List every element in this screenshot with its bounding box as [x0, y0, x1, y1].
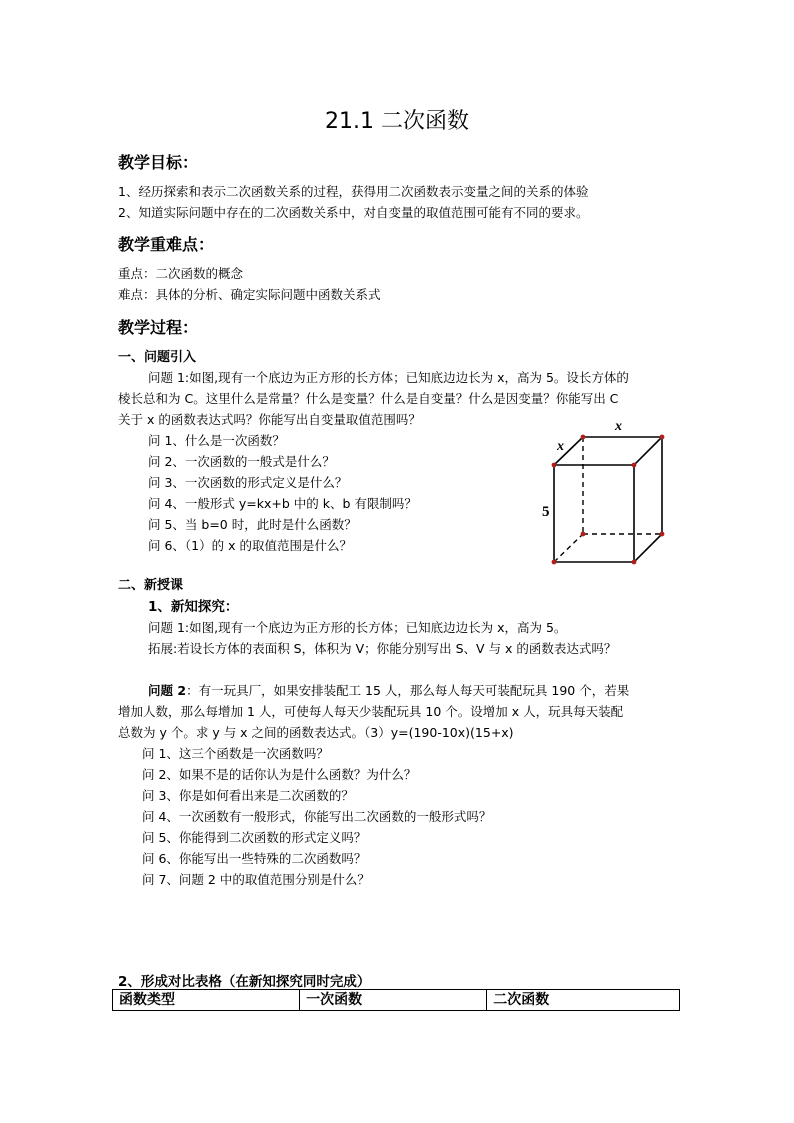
section1-question-4: 问 4、一般形式 y=kx+b 中的 k、b 有限制吗？ — [148, 496, 417, 511]
section2-question-2: 问 2、如果不是的话你认为是什么函数？为什么？ — [142, 767, 417, 782]
figure-label-height: 5 — [542, 504, 550, 520]
section2-question-4: 问 4、一次函数有一般形式，你能写出二次函数的一般形式吗？ — [142, 809, 492, 824]
section2-sub2-heading: 2、形成对比表格（在新知探究同时完成） — [118, 974, 371, 990]
problem2-line-3: 总数为 y 个。求 y 与 x 之间的函数表达式。（3）y=(190-10x)(15+x) — [118, 725, 514, 740]
problem2-line-2: 增加人数，那么每增加 1 人，可使每人每天少装配玩具 10 个。设增加 x 人，玩具每天装配 — [118, 704, 624, 719]
section1-question-6: 问 6、（1）的 x 的取值范围是什么？ — [148, 538, 352, 553]
section2-question-7: 问 7、问题 2 中的取值范围分别是什么？ — [142, 872, 370, 887]
keypoint-item-2: 难点：具体的分析、确定实际问题中函数关系式 — [118, 287, 381, 302]
section2-sub1-line-1: 问题 1:如图,现有一个底边为正方形的长方体；已知底边边长为 x，高为 5。 — [148, 620, 567, 635]
section2-question-3: 问 3、你是如何看出来是二次函数的？ — [142, 788, 354, 803]
page-title: 21.1 二次函数 — [325, 109, 469, 134]
process-heading: 教学过程： — [118, 318, 199, 337]
section1-question-1: 问 1、什么是一次函数？ — [148, 433, 285, 448]
keypoints-heading: 教学重难点： — [118, 235, 215, 254]
section2-heading: 二、新授课 — [118, 578, 184, 593]
section2-sub1-line-2: 拓展:若设长方体的表面积 S，体积为 V；你能分别写出 S、V 与 x 的函数表达式吗？ — [148, 641, 617, 656]
figure-label-x-left: x — [557, 439, 564, 454]
figure-label-x-top: x — [615, 419, 622, 434]
section1-problem-line-1: 问题 1:如图,现有一个底边为正方形的长方体；已知底边边长为 x，高为 5。设长方体的 — [148, 370, 629, 385]
cuboid-figure — [530, 412, 680, 572]
section2-question-5: 问 5、你能得到二次函数的形式定义吗？ — [142, 830, 367, 845]
table-header-cell: 二次函数 — [487, 990, 680, 1011]
section1-heading: 一、问题引入 — [118, 350, 197, 365]
goal-item-2: 2、知道实际问题中存在的二次函数关系中，对自变量的取值范围可能有不同的要求。 — [118, 205, 589, 220]
comparison-table — [112, 989, 680, 1011]
table-header-cell: 一次函数 — [300, 990, 487, 1011]
section1-question-2: 问 2、一次函数的一般式是什么？ — [148, 454, 335, 469]
goal-item-1: 1、经历探索和表示二次函数关系的过程，获得用二次函数表示变量之间的关系的体验 — [118, 184, 589, 199]
table-header-row — [113, 990, 680, 1011]
keypoint-item-1: 重点：二次函数的概念 — [118, 266, 244, 281]
problem2-line-1-text: ：有一玩具厂，如果安排装配工 15 人，那么每人每天可装配玩具 190 个，若果 — [186, 683, 630, 698]
section1-question-5: 问 5、当 b=0 时，此时是什么函数？ — [148, 517, 357, 532]
goals-heading: 教学目标： — [118, 153, 199, 172]
section1-problem-line-3: 关于 x 的函数表达式吗？你能写出自变量取值范围吗？ — [118, 412, 421, 427]
section2-question-6: 问 6、你能写出一些特殊的二次函数吗？ — [142, 851, 367, 866]
section1-question-3: 问 3、一次函数的形式定义是什么？ — [148, 475, 348, 490]
section2-question-1: 问 1、这三个函数是一次函数吗？ — [142, 746, 329, 761]
problem2-line-1 — [148, 680, 629, 701]
section2-sub1-heading: 1、新知探究： — [148, 599, 239, 615]
problem2-label: 问题 2 — [148, 683, 187, 698]
section1-problem-line-2: 棱长总和为 C。这里什么是常量？什么是变量？什么是自变量？什么是因变量？你能写出 C — [118, 391, 619, 406]
table-header-cell: 函数类型 — [113, 990, 300, 1011]
